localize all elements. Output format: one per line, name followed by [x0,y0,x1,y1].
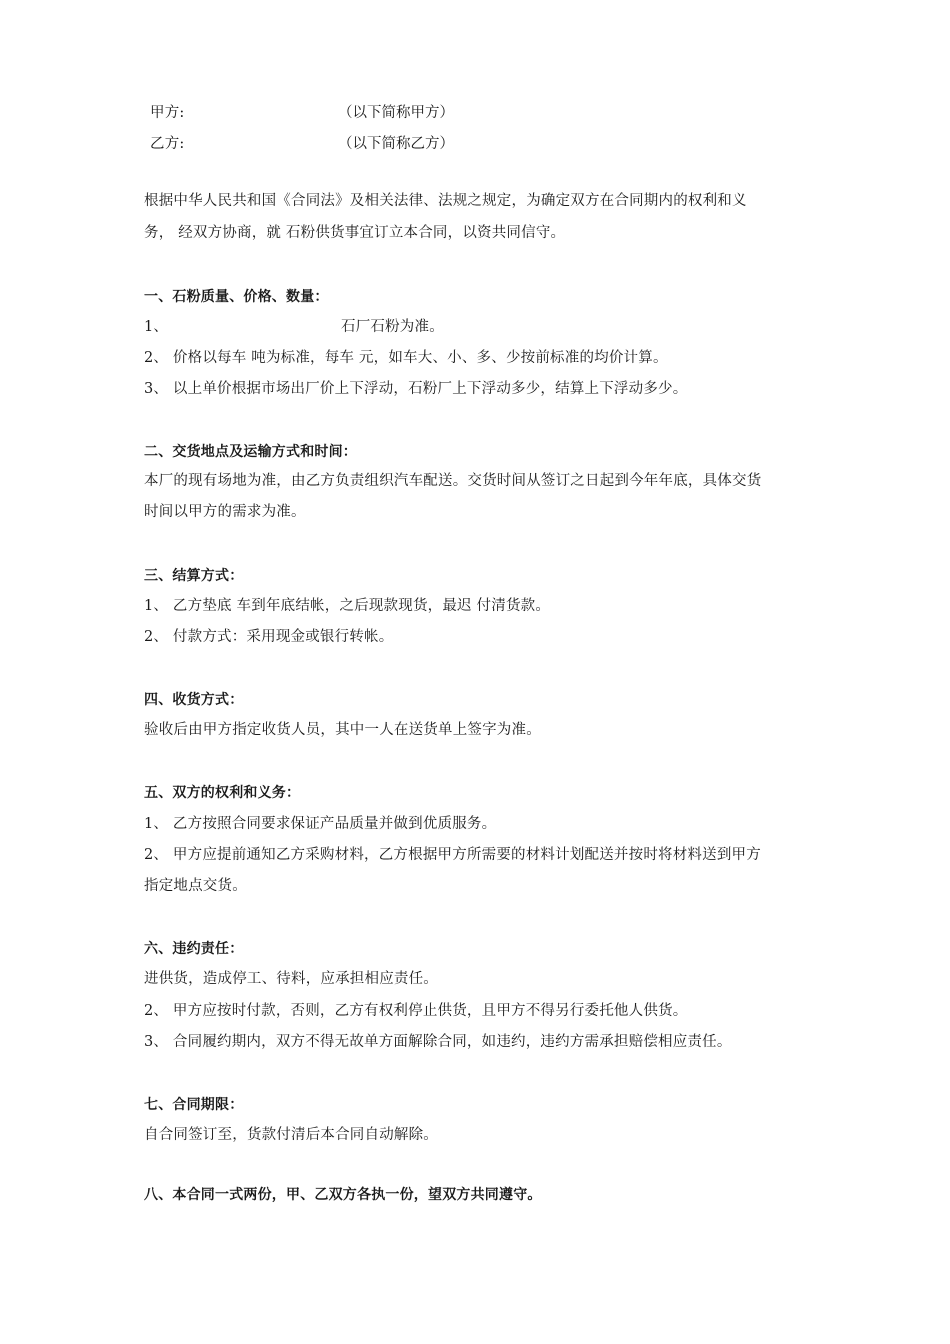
section-5-item-2-line-1: 2、 甲方应提前通知乙方采购材料，乙方根据甲方所需要的材料计划配送并按时将材料送到甲方 [144,847,761,863]
section-6-item-2: 2、 甲方应按时付款，否则，乙方有权利停止供货，且甲方不得另行委托他人供货。 [144,1003,688,1019]
section-7-line-1: 自合同签订至，货款付清后本合同自动解除。 [144,1127,438,1143]
intro-line-2: 务， 经双方协商，就 石粉供货事宜订立本合同，以资共同信守。 [144,225,566,241]
section-5-item-1: 1、 乙方按照合同要求保证产品质量并做到优质服务。 [144,816,497,832]
party-a-label: 甲方: [150,105,185,121]
section-7-heading: 七、合同期限： [144,1097,244,1113]
section-4-heading: 四、收货方式： [144,692,244,708]
section-1-item-2: 2、 价格以每车 吨为标准，每车 元，如车大、小、多、少按前标准的均价计算。 [144,350,668,366]
intro-line-1: 根据中华人民共和国《合同法》及相关法律、法规之规定，为确定双方在合同期内的权利和义 [144,193,747,209]
section-2-line-1: 本厂的现有场地为准，由乙方负责组织汽车配送。交货时间从签订之日起到今年年底，具体交货 [144,473,762,489]
section-8-heading: 八、本合同一式两份，甲、乙双方各执一份，望双方共同遵守。 [144,1187,542,1203]
section-3-item-2: 2、 付款方式：采用现金或银行转帐。 [144,629,394,645]
section-1-item-3: 3、 以上单价根据市场出厂价上下浮动，石粉厂上下浮动多少，结算上下浮动多少。 [144,381,688,397]
section-2-heading: 二、交货地点及运输方式和时间： [144,444,357,460]
party-a-note: （以下简称甲方） [338,105,454,121]
party-b-note: （以下简称乙方） [338,136,454,152]
section-1-heading: 一、石粉质量、价格、数量： [144,289,329,305]
section-6-heading: 六、违约责任： [144,941,244,957]
section-5-item-2-line-2: 指定地点交货。 [144,878,247,894]
section-6-item-3: 3、 合同履约期内，双方不得无故单方面解除合同，如违约，违约方需承担赔偿相应责任。 [144,1034,732,1050]
section-1-item-1-number: 1、 [144,319,169,335]
section-3-item-1: 1、 乙方垫底 车到年底结帐，之后现款现货，最迟 付清货款。 [144,598,551,614]
section-1-item-1-text: 石厂石粉为准。 [341,319,444,335]
section-3-heading: 三、结算方式： [144,568,244,584]
section-4-line-1: 验收后由甲方指定收货人员，其中一人在送货单上签字为准。 [144,722,541,738]
section-6-line-1: 进供货，造成停工、待料，应承担相应责任。 [144,971,438,987]
section-5-heading: 五、双方的权利和义务： [144,785,301,801]
party-b-label: 乙方: [150,136,185,152]
section-2-line-2: 时间以甲方的需求为准。 [144,504,306,520]
